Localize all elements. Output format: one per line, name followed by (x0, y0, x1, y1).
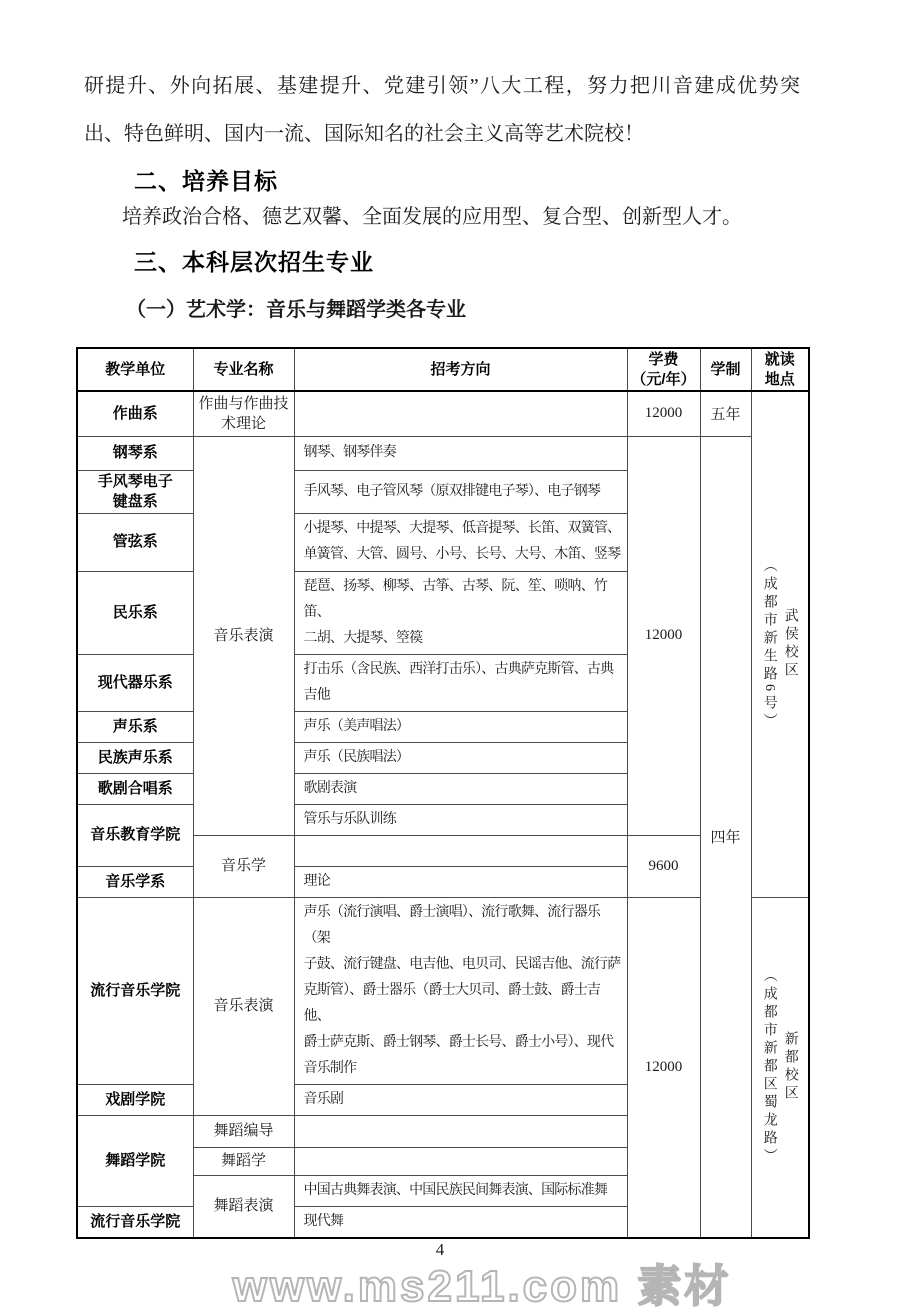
watermark: www.ms211.com 素材 (232, 1261, 732, 1311)
fee-cell: 12000 (627, 391, 700, 436)
major-cell: 音乐学 (193, 835, 294, 897)
unit-cell: 流行音乐学院 (77, 897, 193, 1084)
unit-cell: 民乐系 (77, 571, 193, 654)
unit-cell: 声乐系 (77, 711, 193, 742)
direction-cell: 手风琴、电子管风琴（原双排键电子琴）、电子钢琴 (294, 470, 627, 513)
page-number: 4 (435, 1239, 445, 1259)
major-cell: 舞蹈编导 (193, 1115, 294, 1147)
direction-cell (294, 1147, 627, 1175)
major-cell: 音乐表演 (193, 897, 294, 1115)
unit-cell: 舞蹈学院 (77, 1115, 193, 1206)
intro-paragraph (84, 62, 800, 158)
direction-cell (294, 391, 627, 436)
major-cell: 音乐表演 (193, 436, 294, 835)
campus-address: （成都市新生路6号） (761, 557, 777, 731)
direction-cell: 音乐剧 (294, 1084, 627, 1115)
direction-cell: 打击乐（含民族、西洋打击乐）、古典萨克斯管、古典 吉他 (294, 654, 627, 711)
location-cell (751, 897, 809, 1238)
direction-cell (294, 1115, 627, 1147)
column-header-5: 就读 地点 (751, 348, 809, 391)
intro-line-1: 研提升、外向拓展、基建提升、党建引领”八大工程，努力把川音建成优势突 (84, 75, 800, 97)
admissions-table (76, 347, 810, 1239)
section-undergraduate-majors-heading: 三、本科层次招生专业 (134, 249, 374, 275)
unit-cell: 音乐教育学院 (77, 804, 193, 866)
table-row (77, 897, 809, 1084)
table-row (77, 391, 809, 436)
section-training-objectives-heading: 二、培养目标 (134, 168, 278, 194)
duration-cell: 四年 (700, 436, 751, 1238)
table-head (77, 348, 809, 391)
location-cell (751, 391, 809, 897)
duration-cell: 五年 (700, 391, 751, 436)
direction-cell: 钢琴、钢琴伴奏 (294, 436, 627, 470)
direction-cell: 中国古典舞表演、中国民族民间舞表演、国际标准舞 (294, 1175, 627, 1206)
direction-cell: 琵琶、扬琴、柳琴、古筝、古琴、阮、笙、唢呐、竹笛、 二胡、大提琴、箜篌 (294, 571, 627, 654)
intro-line-2: 出、特色鲜明、国内一流、国际知名的社会主义高等艺术院校！ (84, 123, 644, 145)
direction-cell: 现代舞 (294, 1206, 627, 1238)
campus-address: （成都市新都区蜀龙路） (761, 968, 777, 1166)
unit-cell: 管弦系 (77, 513, 193, 571)
unit-cell: 作曲系 (77, 391, 193, 436)
column-header-2: 招考方向 (294, 348, 627, 391)
major-cell: 舞蹈学 (193, 1147, 294, 1175)
column-header-3: 学费 （元/年） (627, 348, 700, 391)
campus-name: 武侯校区 (782, 608, 798, 681)
direction-cell: 歌剧表演 (294, 773, 627, 804)
unit-cell: 钢琴系 (77, 436, 193, 470)
direction-cell: 声乐（美声唱法） (294, 711, 627, 742)
training-objectives-text: 培养政治合格、德艺双馨、全面发展的应用型、复合型、创新型人才。 (122, 206, 742, 228)
major-cell: 舞蹈表演 (193, 1175, 294, 1238)
campus-vertical-text (759, 924, 801, 1210)
campus-vertical-text (759, 416, 801, 873)
column-header-4: 学制 (700, 348, 751, 391)
direction-cell (294, 835, 627, 866)
direction-cell: 声乐（民族唱法） (294, 742, 627, 773)
page-container (0, 62, 880, 1311)
major-cell: 作曲与作曲技术理论 (193, 391, 294, 436)
column-header-1: 专业名称 (193, 348, 294, 391)
direction-cell: 小提琴、中提琴、大提琴、低音提琴、长笛、双簧管、 单簧管、大管、圆号、小号、长号、大号、木笛、竖琴 (294, 513, 627, 571)
unit-cell: 民族声乐系 (77, 742, 193, 773)
direction-cell: 声乐（流行演唱、爵士演唱）、流行歌舞、流行器乐（架 子鼓、流行键盘、电吉他、电贝司、民谣吉他、流行萨 克斯管）、爵士器乐（爵士大贝司、爵士鼓、爵士吉他、 爵士萨克斯、爵士钢琴、爵士长号、爵士小号）、现代 音乐制作 (294, 897, 627, 1084)
unit-cell: 流行音乐学院 (77, 1206, 193, 1238)
unit-cell: 歌剧合唱系 (77, 773, 193, 804)
unit-cell: 音乐学系 (77, 866, 193, 897)
fee-cell: 12000 (627, 897, 700, 1238)
direction-cell: 管乐与乐队训练 (294, 804, 627, 835)
fee-cell: 12000 (627, 436, 700, 835)
campus-name: 新都校区 (782, 1031, 798, 1103)
fee-cell: 9600 (627, 835, 700, 897)
subsection-art-majors-heading: （一）艺术学：音乐与舞蹈学类各专业 (126, 299, 466, 321)
table-header-row (77, 348, 809, 391)
table-row (77, 436, 809, 470)
unit-cell: 现代器乐系 (77, 654, 193, 711)
direction-cell: 理论 (294, 866, 627, 897)
column-header-0: 教学单位 (77, 348, 193, 391)
unit-cell: 手风琴电子 键盘系 (77, 470, 193, 513)
unit-cell: 戏剧学院 (77, 1084, 193, 1115)
table-body (77, 391, 809, 1238)
